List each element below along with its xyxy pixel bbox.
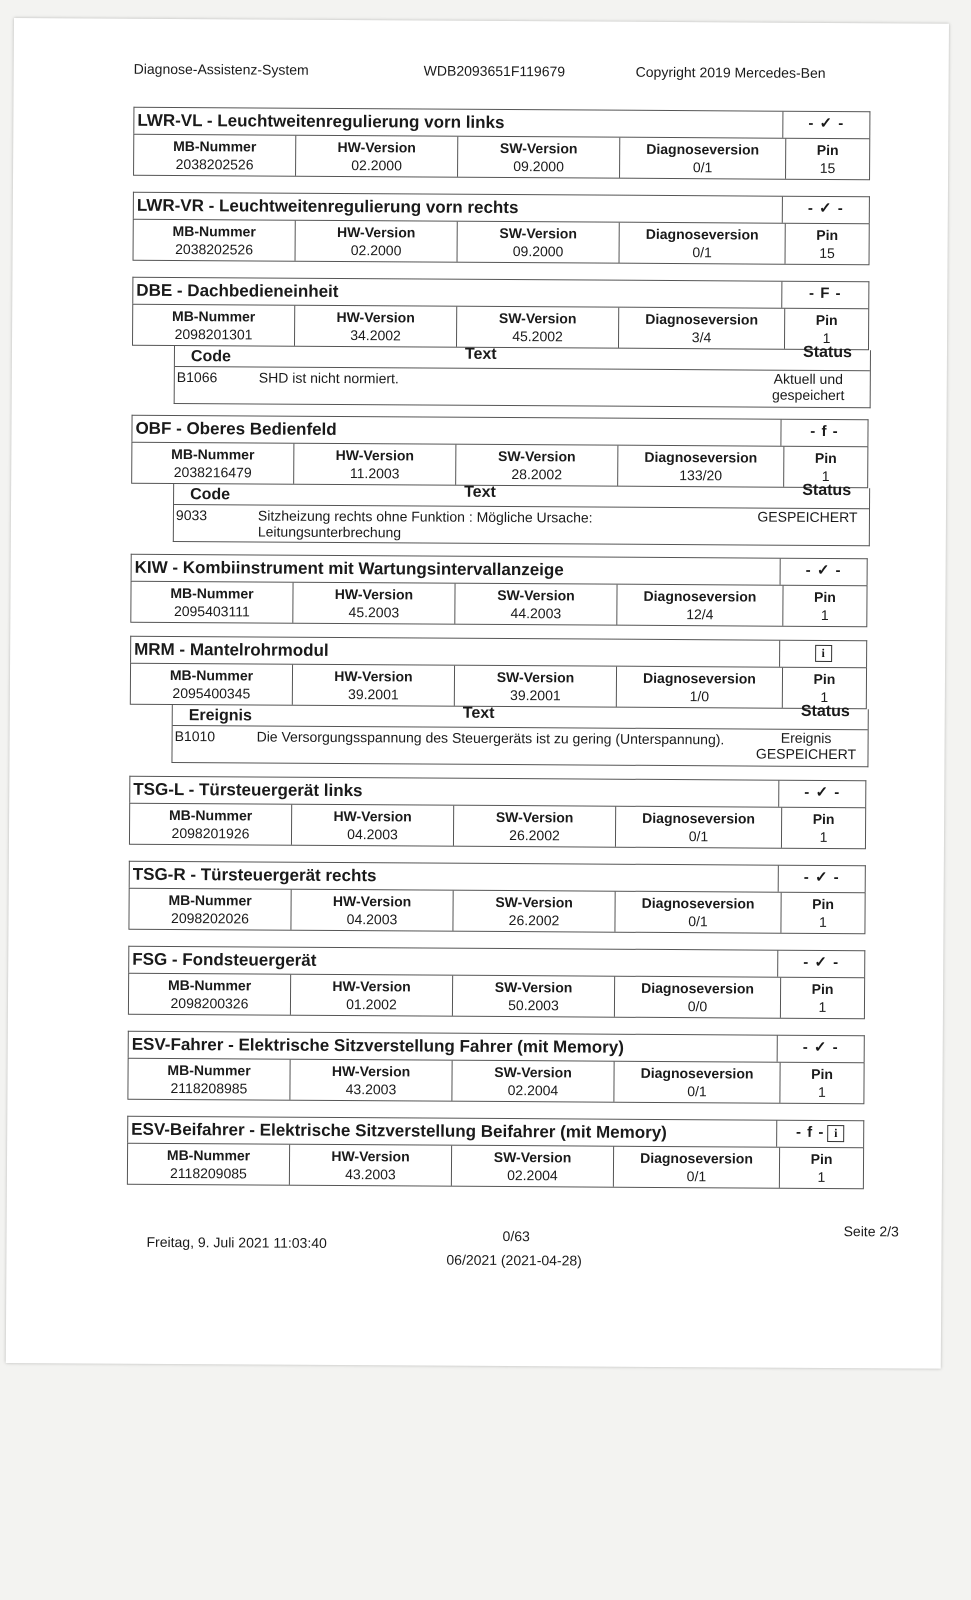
mb-label: MB-Nummer [168,891,252,909]
module-data-row [132,304,869,351]
fault-table [171,702,868,767]
mb-cell [131,582,293,623]
hw-label: HW-Version [335,446,415,464]
mb-label: MB-Nummer [168,806,253,824]
pin-value: 1 [817,1083,826,1100]
fault-code: 9033 [175,506,208,524]
sw-label: SW-Version [497,586,575,604]
mb-cell [132,443,294,484]
print-date: Freitag, 9. Juli 2021 11:03:40 [146,1233,327,1251]
module-block [129,636,867,767]
module-status [777,1036,864,1063]
sw-value: 02.2004 [507,1167,558,1184]
hw-value: 11.2003 [349,465,400,482]
module-title: ESV-Beifahrer - Elektrische Sitzverstellung Beifahrer (mit Memory) [131,1119,667,1143]
pin-cell [782,808,865,849]
hw-label: HW-Version [336,223,416,241]
status-symbol: - ✓ - [803,953,840,972]
sw-label: SW-Version [493,1148,572,1166]
module-block [131,415,869,546]
module-block [129,776,866,850]
status-symbol: - ✓ - [804,783,841,802]
module-block [133,107,870,181]
mb-cell [130,804,292,845]
hw-value: 02.2000 [350,242,402,259]
mb-value: 2038202526 [175,240,254,258]
mb-cell [128,1059,290,1100]
status-symbol: - ✓ - [808,114,845,133]
pin-label: Pin [814,449,837,467]
pin-cell [780,1148,863,1189]
pin-value: 1 [817,1168,826,1185]
hw-value: 34.2002 [350,327,401,344]
hw-value: 43.2003 [345,1081,397,1098]
diag-label: Diagnoseversion [643,669,756,687]
diag-cell [614,1062,780,1103]
module-status [778,866,865,893]
hw-cell [296,136,458,177]
fault-table [174,343,871,408]
diag-label: Diagnoseversion [641,979,755,997]
diag-value: 0/1 [692,159,713,176]
hw-cell [291,890,453,931]
sw-cell [457,307,619,348]
sw-cell [455,666,617,707]
pin-label: Pin [813,670,836,688]
module-status [776,1121,863,1148]
fault-status: Aktuell und gespeichert [771,370,845,404]
module-title: TSG-R - Türsteuergerät rechts [132,864,377,886]
sw-cell [456,445,618,486]
hw-label: HW-Version [337,138,416,156]
hw-label: HW-Version [332,892,412,910]
sw-value: 26.2002 [509,827,560,844]
hw-label: HW-Version [334,667,413,685]
module-status [780,420,867,447]
pin-label: Pin [816,141,839,159]
status-symbol: - f - [810,422,839,441]
pin-value: 1 [819,828,828,845]
sw-label: SW-Version [499,139,578,157]
pin-value: 1 [820,606,829,623]
status-symbol: - ✓ - [802,1038,839,1057]
pin-cell [783,586,866,627]
diag-value: 12/4 [686,606,714,623]
hw-value: 04.2003 [346,911,398,928]
pin-cell [781,893,864,934]
mb-cell [128,1144,290,1185]
diag-label: Diagnoseversion [645,225,759,243]
mb-cell [134,135,296,176]
diag-cell [617,667,783,708]
sw-label: SW-Version [494,978,573,996]
module-block [128,946,865,1020]
status-symbol: - f - [795,1123,825,1141]
info-icon: i [827,1125,844,1142]
hw-cell [294,444,456,485]
hw-label: HW-Version [331,1147,410,1165]
module-block [127,1116,864,1190]
module-data-row [127,1143,864,1190]
diag-cell [614,1147,780,1188]
module-data-row [127,1058,864,1105]
sw-value: 50.2003 [508,997,559,1014]
module-title: LWR-VR - Leuchtweitenregulierung vorn rechts [136,195,519,218]
mb-value: 2098201926 [171,824,250,842]
module-title: MRM - Mantelrohrmodul [134,639,329,660]
fault-column-h2: Text [462,704,495,722]
module-status [782,112,869,139]
mb-value: 2098201301 [174,325,253,343]
fault-column-h3: Status [800,702,850,721]
diag-label: Diagnoseversion [644,448,758,466]
module-block [127,1031,864,1105]
pin-value: 15 [819,244,835,262]
sw-label: SW-Version [495,893,573,911]
module-status [781,282,868,309]
diag-value: 0/1 [692,244,712,261]
diag-value: 3/4 [691,329,712,346]
fault-status: GESPEICHERT [757,508,858,526]
module-block [132,277,870,408]
pin-cell [786,139,869,180]
hw-value: 43.2003 [345,1166,396,1183]
pin-value: 1 [820,688,829,705]
pin-cell [780,1063,863,1104]
pin-label: Pin [811,1065,834,1083]
sw-label: SW-Version [498,309,577,327]
hw-cell [292,805,454,846]
mb-value: 2098202026 [171,909,249,927]
diag-label: Diagnoseversion [640,1149,754,1167]
module-title: KIW - Kombiinstrument mit Wartungsintervallanzeige [134,557,564,580]
mb-cell [134,220,296,261]
document-sheet [6,18,949,1369]
pin-cell [781,978,864,1019]
diag-cell [616,807,782,848]
fault-column-h3: Status [802,481,852,500]
hw-value: 02.2000 [351,157,402,174]
mb-cell [133,305,295,346]
module-status [779,641,866,668]
hw-label: HW-Version [334,585,414,603]
fault-code: B1010 [174,727,216,745]
mb-label: MB-Nummer [171,445,255,463]
hw-cell [291,975,453,1016]
pin-label: Pin [815,311,838,329]
status-symbol: - ✓ - [807,199,844,218]
hw-cell [293,583,455,624]
mb-label: MB-Nummer [172,307,256,325]
sw-label: SW-Version [494,1063,572,1081]
hw-label: HW-Version [333,807,412,825]
fault-column-h1: Ereignis [188,707,252,725]
mb-value: 2118209085 [169,1164,247,1182]
mb-cell [131,664,293,705]
sw-cell [455,584,617,625]
fault-row [172,725,867,766]
diag-label: Diagnoseversion [640,1064,754,1082]
diag-value: 0/1 [686,1168,707,1185]
module-data-row [133,219,870,266]
pin-label: Pin [812,895,835,913]
diag-value: 0/0 [687,998,708,1015]
pin-label: Pin [810,1150,833,1168]
sw-value: 02.2004 [507,1082,559,1099]
status-symbol: - F - [809,284,842,303]
module-block [133,192,870,266]
fault-column-h1: Code [190,486,231,504]
hw-cell [290,1145,452,1186]
pin-value: 1 [821,467,830,484]
module-title: ESV-Fahrer - Elektrische Sitzverstellung Fahrer (mit Memory) [131,1034,624,1057]
status-symbol: - ✓ - [805,561,842,580]
module-status [782,197,869,224]
vehicle-vin: WDB2093651F119679 [423,62,566,80]
sw-label: SW-Version [499,224,577,242]
mb-value: 2118208985 [170,1079,248,1097]
sw-cell [454,806,616,847]
pin-value: 1 [819,913,827,930]
module-block [128,861,865,935]
hw-value: 01.2002 [346,996,397,1013]
fault-status: Ereignis GESPEICHERT [755,729,857,763]
hw-label: HW-Version [331,1062,411,1080]
diag-label: Diagnoseversion [645,310,759,328]
sw-cell [453,891,615,932]
module-data-row [128,973,865,1020]
sw-value: 39.2001 [510,687,561,704]
status-symbol: - ✓ - [803,868,840,887]
sw-cell [458,222,620,263]
module-data-row [130,581,867,628]
pin-label: Pin [816,226,839,244]
mb-cell [129,974,291,1015]
fault-row [175,366,870,407]
diag-value: 1/0 [689,688,710,705]
module-data-row [131,442,868,489]
mb-label: MB-Nummer [169,666,254,684]
pin-label: Pin [811,980,834,998]
module-title: LWR-VL - Leuchtweitenregulierung vorn links [137,110,505,132]
diag-cell [617,585,783,626]
sw-label: SW-Version [495,808,574,826]
mb-value: 2038202526 [175,155,254,173]
module-count: 0/63 [502,1228,530,1245]
diag-label: Diagnoseversion [641,894,755,912]
module-title: TSG-L - Türsteuergerät links [133,779,363,801]
sw-value: 26.2002 [508,912,560,929]
page-header [134,61,954,88]
module-data-row [128,888,865,935]
copyright: Copyright 2019 Mercedes-Ben [635,63,826,81]
sw-cell [452,1146,614,1187]
sw-label: SW-Version [496,668,575,686]
module-status [778,781,865,808]
fault-column-h2: Text [464,345,497,363]
mb-label: MB-Nummer [167,1061,251,1079]
hw-value: 45.2003 [348,604,400,621]
sw-value: 09.2000 [513,158,564,175]
sw-value: 45.2002 [512,328,563,345]
diag-value: 133/20 [679,467,723,484]
diag-label: Diagnoseversion [646,140,760,158]
fault-text: Die Versorgungsspannung des Steuergeräts ist zu gering (Unterspannung). [256,728,725,748]
diag-cell [618,446,784,487]
sw-cell [452,1061,614,1102]
mb-label: MB-Nummer [172,222,256,240]
system-name: Diagnose-Assistenz-System [133,60,309,78]
module-title: DBE - Dachbedieneinheit [136,280,339,301]
pin-value: 15 [819,159,836,177]
fault-column-h3: Status [803,343,853,362]
mb-label: MB-Nummer [167,976,252,994]
fault-code: B1066 [176,369,218,386]
module-status [780,559,867,586]
page-footer [146,1214,926,1279]
sw-label: SW-Version [498,447,576,465]
fault-column-h1: Code [190,348,231,366]
software-version: 06/2021 (2021-04-28) [446,1251,582,1269]
diag-cell [620,223,786,264]
diag-label: Diagnoseversion [643,587,757,605]
pin-label: Pin [814,588,836,606]
mb-cell [129,889,291,930]
module-data-row [129,803,866,850]
info-icon: i [815,644,832,661]
diag-value: 0/1 [688,828,709,845]
hw-cell [293,665,455,706]
mb-value: 2038216479 [173,463,252,481]
mb-value: 2095403111 [173,602,250,620]
hw-label: HW-Version [336,308,415,326]
sw-value: 44.2003 [510,605,562,622]
diag-cell [619,308,785,349]
diag-value: 0/1 [688,913,708,930]
fault-text: SHD ist nicht normiert. [258,369,399,387]
diag-value: 0/1 [687,1083,707,1100]
module-title: OBF - Oberes Bedienfeld [135,418,337,439]
page-number: Seite 2/3 [843,1223,899,1240]
hw-cell [290,1060,452,1101]
module-data-row [130,663,867,710]
mb-label: MB-Nummer [173,137,257,155]
sw-value: 28.2002 [511,466,563,483]
fault-text: Sitzheizung rechts ohne Funktion : Mögliche Ursache: Leitungsunterbrechung [257,507,593,541]
module-data-row [133,134,870,181]
sw-cell [458,137,620,178]
sw-value: 09.2000 [512,243,564,260]
module-title: FSG - Fondsteuergerät [132,949,317,970]
module-status [777,951,864,978]
diag-cell [615,892,781,933]
pin-value: 1 [818,998,827,1015]
pin-cell [786,224,869,265]
module-block [130,554,867,628]
mb-label: MB-Nummer [166,1146,251,1164]
diag-label: Diagnoseversion [642,809,756,827]
hw-value: 39.2001 [348,686,399,703]
mb-value: 2098200326 [170,994,249,1012]
hw-value: 04.2003 [347,826,398,843]
fault-row [174,504,869,545]
fault-table [173,481,870,546]
hw-cell [296,221,458,262]
diag-cell [615,977,781,1018]
sw-cell [453,976,615,1017]
pin-label: Pin [812,810,835,828]
fault-column-h2: Text [464,483,496,501]
mb-value: 2095400345 [172,684,251,702]
hw-cell [295,306,457,347]
diag-cell [620,138,786,179]
pin-value: 1 [822,329,831,346]
mb-label: MB-Nummer [170,584,254,602]
hw-label: HW-Version [332,977,411,995]
